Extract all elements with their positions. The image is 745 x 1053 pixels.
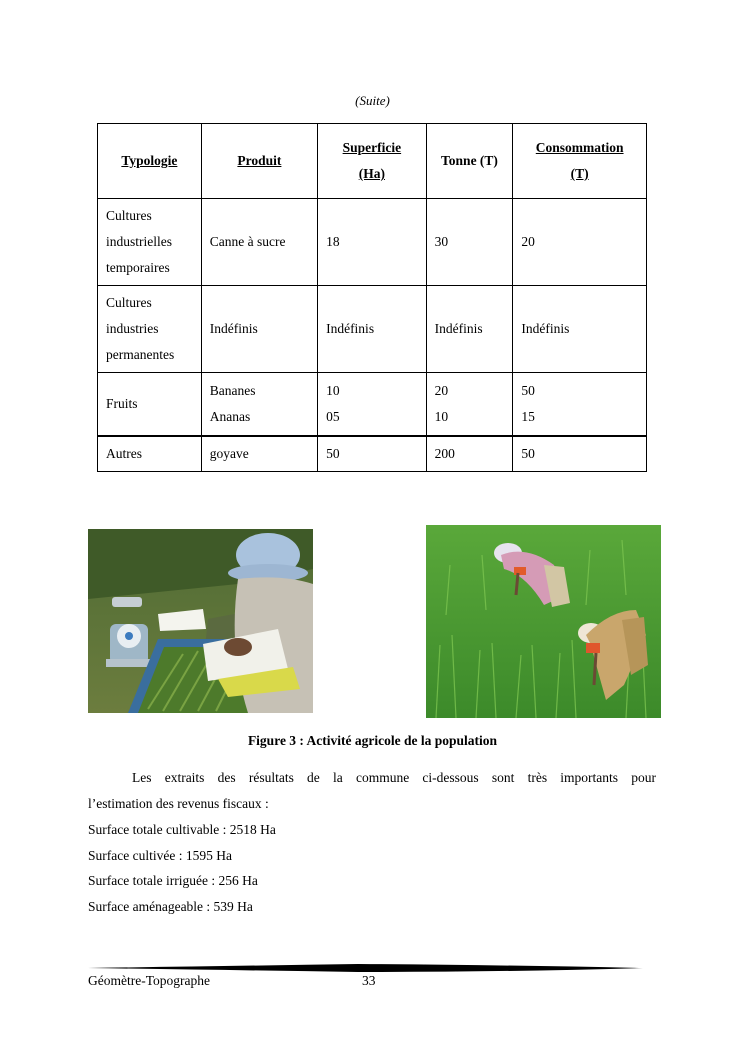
footer-title: Géomètre-Topographe xyxy=(88,973,211,988)
cell-consommation: 50 15 xyxy=(513,373,647,437)
cell-superficie: 50 xyxy=(318,436,427,472)
cell-superficie: 18 xyxy=(318,199,427,286)
cell-tonne: 20 10 xyxy=(426,373,513,437)
cell-produit: Indéfinis xyxy=(201,286,317,373)
intro-paragraph-line2: l’estimation des revenus fiscaux : xyxy=(88,796,269,811)
cell-produit: Canne à sucre xyxy=(201,199,317,286)
stat-line: Surface cultivée : 1595 Ha xyxy=(88,848,232,863)
table-header-row xyxy=(98,124,647,199)
header-tonne: Tonne (T) xyxy=(426,124,513,199)
photo-weighing-beans xyxy=(88,529,313,713)
cell-consommation: 20 xyxy=(513,199,647,286)
stat-line: Surface aménageable : 539 Ha xyxy=(88,899,253,914)
header-typologie: Typologie xyxy=(98,124,202,199)
cell-produit: goyave xyxy=(201,436,317,472)
agriculture-table xyxy=(97,123,647,472)
table-row xyxy=(98,286,647,373)
cell-consommation: Indéfinis xyxy=(513,286,647,373)
table-caption: (Suite) xyxy=(355,93,390,108)
table-row xyxy=(98,436,647,472)
stat-line: Surface totale irriguée : 256 Ha xyxy=(88,873,258,888)
header-consommation: Consommation (T) xyxy=(513,124,647,199)
cell-typologie: Cultures industries permanentes xyxy=(98,286,202,373)
photo-rice-field xyxy=(426,525,661,718)
page-number: 33 xyxy=(362,973,376,988)
cell-tonne: Indéfinis xyxy=(426,286,513,373)
footer-divider xyxy=(88,963,643,973)
cell-superficie: 10 05 xyxy=(318,373,427,437)
table-row xyxy=(98,373,647,437)
table-row xyxy=(98,199,647,286)
figure-caption: Figure 3 : Activité agricole de la population xyxy=(247,733,498,748)
cell-produit: Bananes Ananas xyxy=(201,373,317,437)
cell-typologie: Cultures industrielles temporaires xyxy=(98,199,202,286)
cell-typologie: Fruits xyxy=(98,373,202,437)
cell-superficie: Indéfinis xyxy=(318,286,427,373)
cell-typologie: Autres xyxy=(98,436,202,472)
cell-consommation: 50 xyxy=(513,436,647,472)
stat-line: Surface totale cultivable : 2518 Ha xyxy=(88,822,276,837)
cell-tonne: 200 xyxy=(426,436,513,472)
intro-paragraph-line1: Les extraits des résultats de la commune ci-dessous sont très importants pour xyxy=(132,770,656,785)
header-superficie: Superficie (Ha) xyxy=(318,124,427,199)
cell-tonne: 30 xyxy=(426,199,513,286)
header-produit: Produit xyxy=(201,124,317,199)
